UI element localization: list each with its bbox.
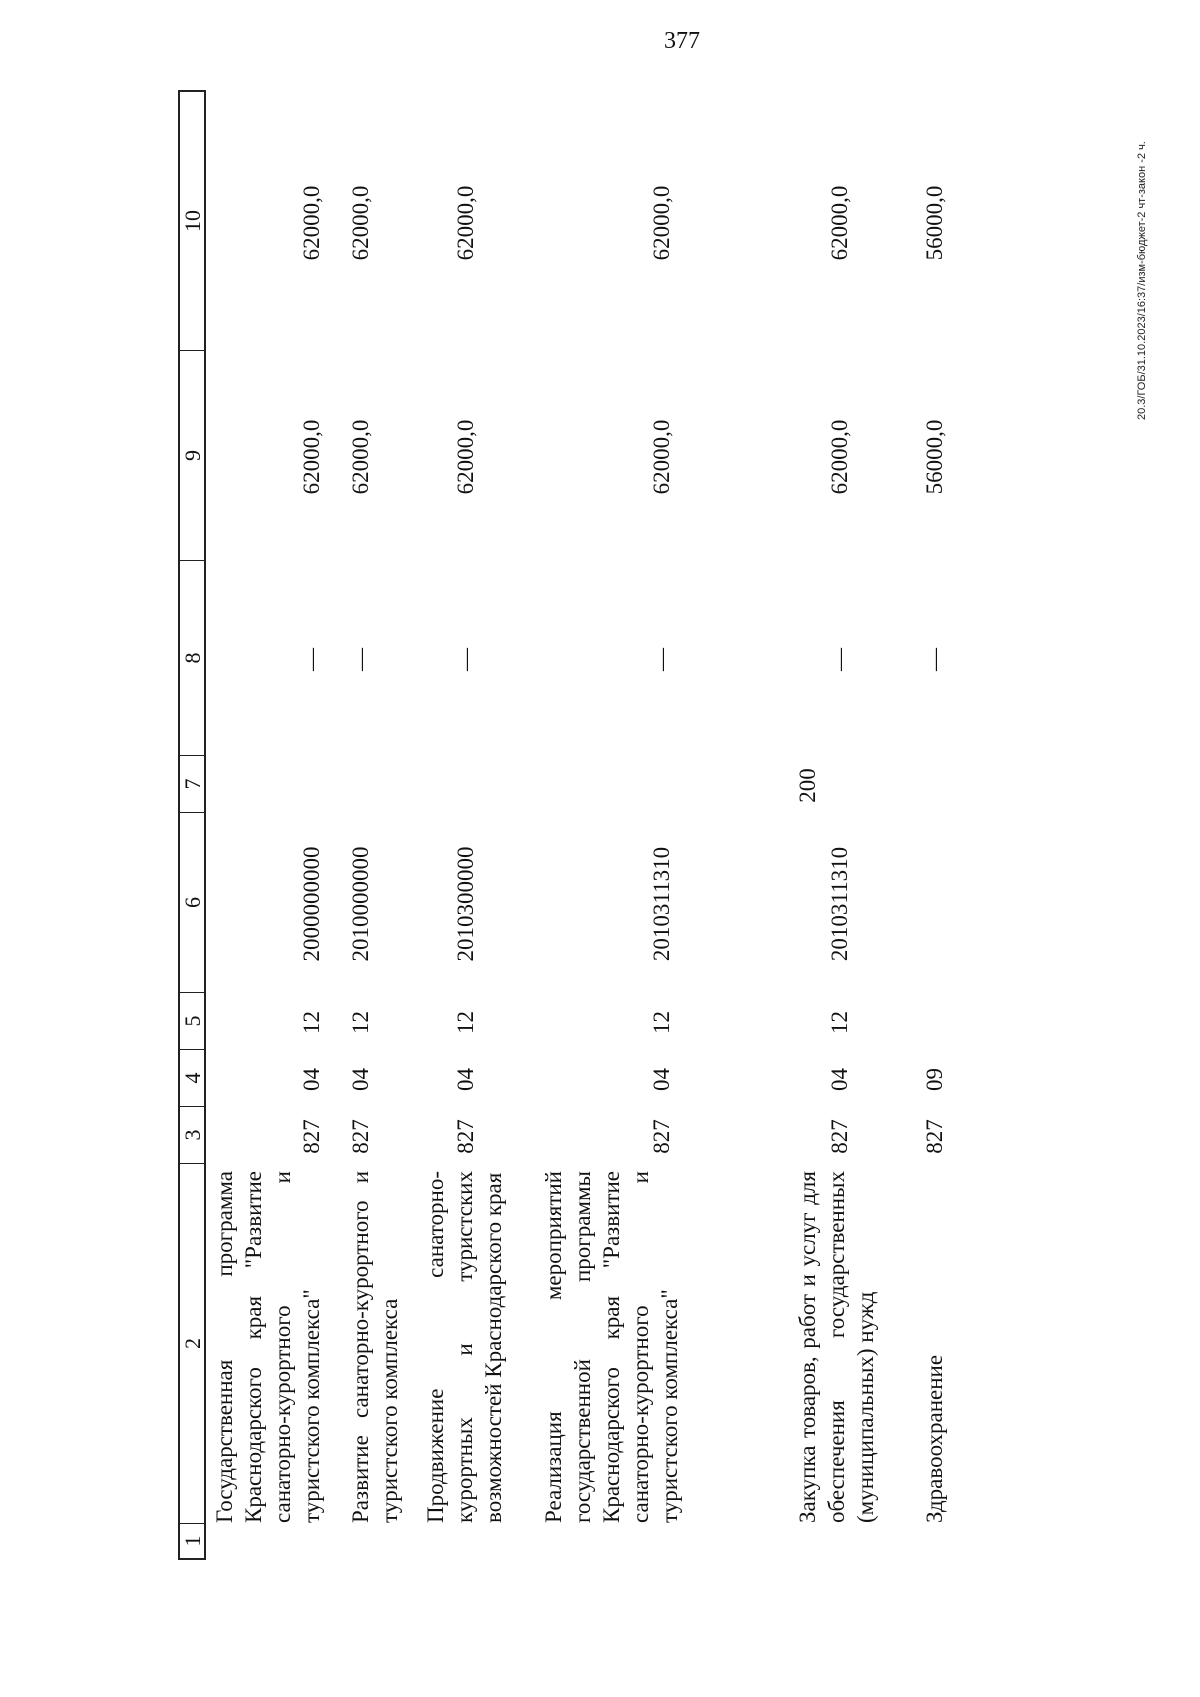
- header-col-10: 10: [180, 210, 205, 232]
- row-value-9: 62000,0: [649, 419, 674, 495]
- row-value-8: —: [649, 648, 674, 671]
- row-value-8: —: [827, 648, 852, 671]
- row-value-10: 62000,0: [649, 185, 674, 261]
- row-code-4: 04: [453, 1068, 478, 1091]
- table-row: [793, 90, 883, 1560]
- row-value-9: 62000,0: [827, 419, 852, 495]
- row-value-9: 62000,0: [348, 419, 373, 495]
- table-row: [421, 90, 511, 1560]
- row-code-3: 827: [299, 1119, 324, 1154]
- row-value-10: 56000,0: [922, 185, 947, 261]
- row-code-6: 2010000000: [348, 846, 373, 962]
- row-code-6: 2000000000: [299, 846, 324, 962]
- row-code-5: 12: [348, 1011, 373, 1034]
- row-code-5: 12: [649, 1011, 674, 1034]
- row-name: Реализация мероприятий государственной программы Краснодарского края "Развитие санаторно-курортного и туристского комплекса": [541, 1171, 682, 1523]
- header-col-1: 1: [180, 1523, 206, 1558]
- document-footer-code: 20.3/ГОБ/31.10.2023/16:37/изм-бюджет-2 чт-закон -2 ч.: [1136, 141, 1148, 420]
- budget-table: [178, 90, 1038, 1560]
- row-value-10: 62000,0: [348, 185, 373, 261]
- page-number: 377: [664, 28, 700, 54]
- row-code-3: 827: [453, 1119, 478, 1154]
- header-col-7: 7: [180, 755, 206, 812]
- row-name: Здравоохранение: [922, 1354, 947, 1523]
- header-col-5: 5: [180, 992, 206, 1049]
- row-value-9: 56000,0: [922, 419, 947, 495]
- row-code-3: 827: [649, 1119, 674, 1154]
- row-code-5: 12: [827, 1011, 852, 1034]
- table-row: [539, 90, 682, 1560]
- row-code-4: 04: [649, 1068, 674, 1091]
- header-col-6: 6: [180, 812, 206, 992]
- row-code-4: 04: [827, 1068, 852, 1091]
- row-name: Закупка товаров, работ и услуг для обеспечения государственных (муниципальных) нужд: [795, 1171, 878, 1523]
- table-row: [346, 90, 406, 1560]
- row-value-8: —: [299, 648, 324, 671]
- row-value-8: —: [453, 648, 478, 671]
- row-code-4: 04: [299, 1068, 324, 1091]
- header-col-4: 4: [180, 1049, 206, 1106]
- table-row: [210, 90, 328, 1560]
- row-code-4: 09: [922, 1068, 947, 1091]
- row-value-9: 62000,0: [299, 419, 324, 495]
- header-col-9: 9: [180, 350, 206, 560]
- row-value-8: —: [922, 648, 947, 671]
- row-name: Развитие санаторно-курортного и туристского комплекса: [348, 1171, 402, 1523]
- row-code-3: 827: [348, 1119, 373, 1154]
- row-code-6: 2010311310: [649, 846, 674, 962]
- row-code-5: 12: [453, 1011, 478, 1034]
- row-name: Государственная программа Краснодарского края "Развитие санаторно-курортного и туристского комплекса": [212, 1171, 324, 1523]
- header-col-8: 8: [180, 560, 206, 755]
- row-code-5: 12: [299, 1011, 324, 1034]
- row-code-3: 827: [827, 1119, 852, 1154]
- row-code-6: 2010311310: [827, 846, 852, 962]
- row-code-3: 827: [922, 1119, 947, 1154]
- row-value-10: 62000,0: [453, 185, 478, 261]
- row-code-7: 200: [795, 768, 820, 803]
- table-row: [920, 90, 960, 1560]
- row-value-9: 62000,0: [453, 419, 478, 495]
- row-code-6: 2010300000: [453, 846, 478, 962]
- table-header-row: [178, 90, 206, 1560]
- row-value-10: 62000,0: [299, 185, 324, 261]
- row-value-8: —: [348, 648, 373, 671]
- row-value-10: 62000,0: [827, 185, 852, 261]
- row-code-4: 04: [348, 1068, 373, 1091]
- header-col-3: 3: [180, 1106, 206, 1163]
- row-name: Продвижение санаторно-курортных и туристских возможностей Краснодарского края: [423, 1171, 506, 1523]
- header-col-2: 2: [180, 1163, 206, 1523]
